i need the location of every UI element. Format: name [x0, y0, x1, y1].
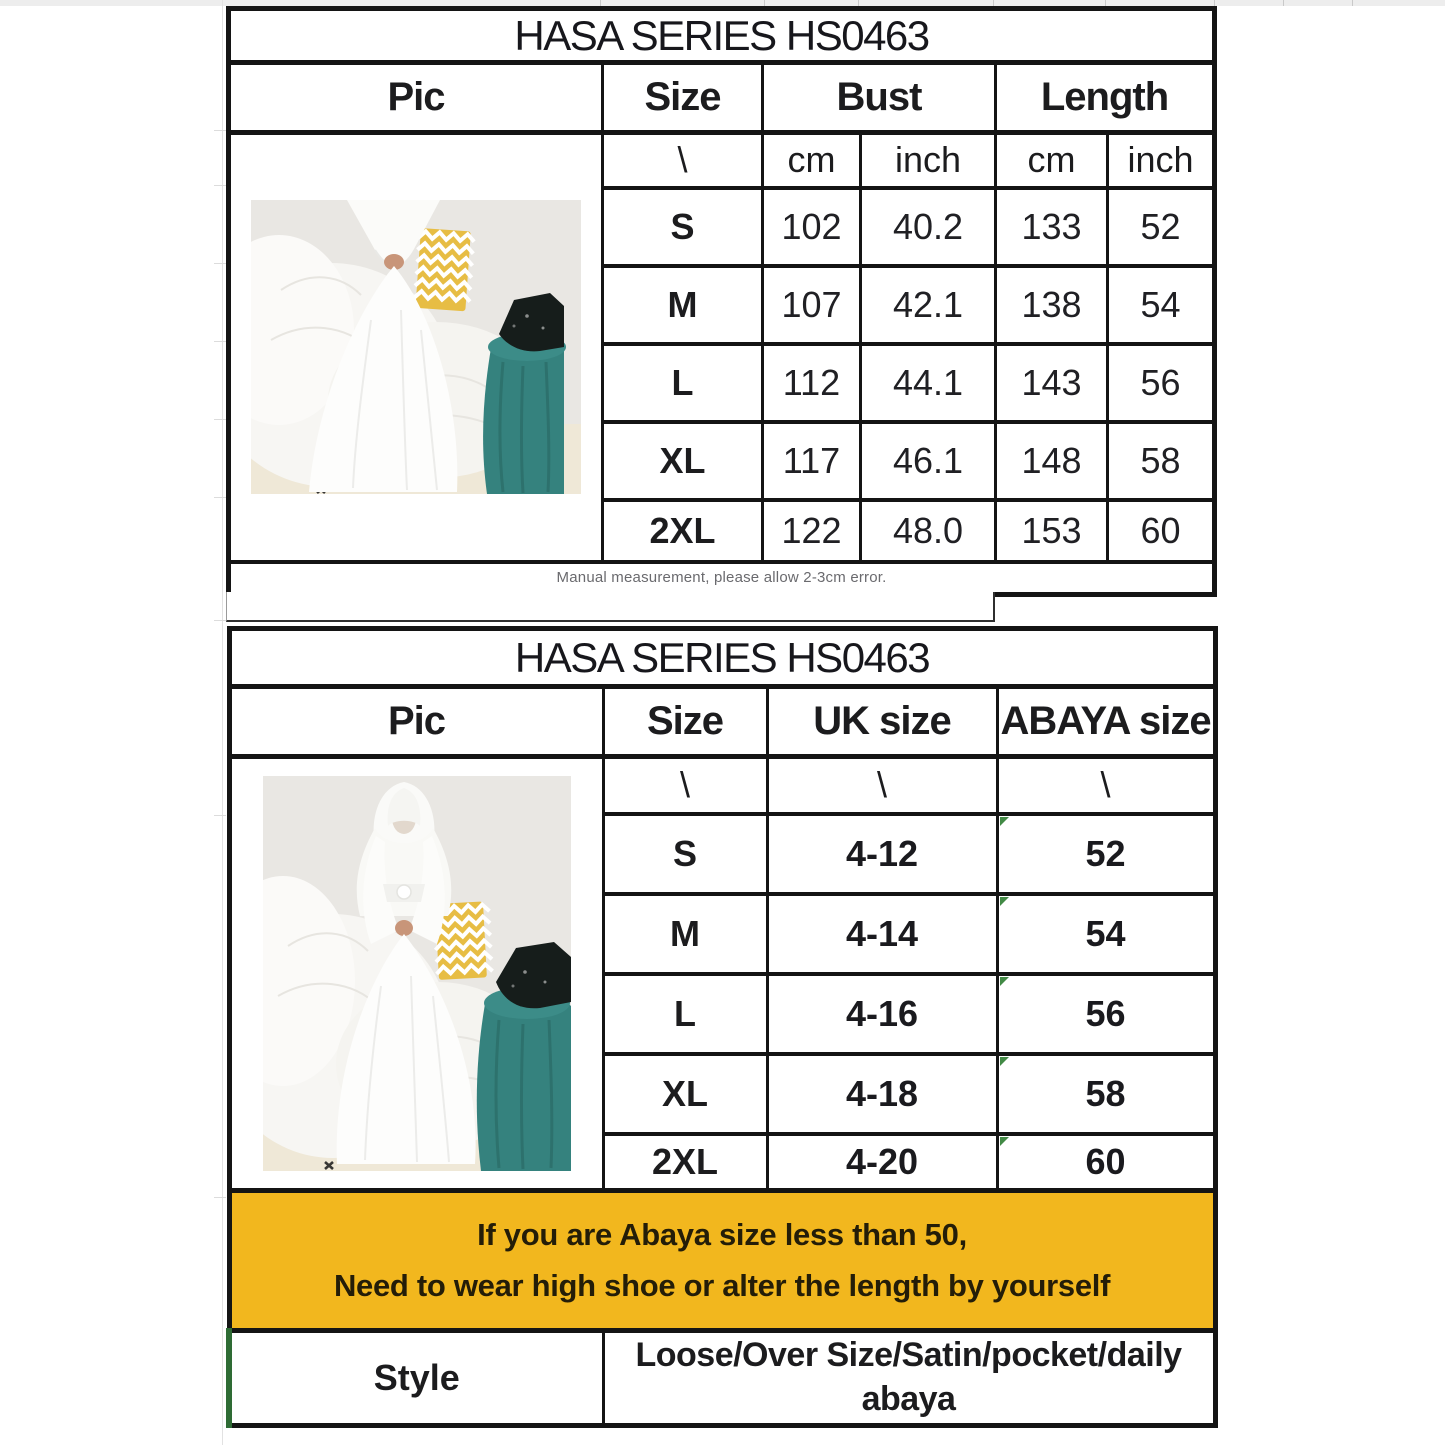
- t1-sub-length-inch: inch: [1108, 133, 1215, 188]
- t1-row-l-length-cm: 143: [996, 344, 1108, 422]
- t2-row-l-abaya-value: 56: [1085, 992, 1126, 1034]
- t1-row-xl-length-inch: 58: [1108, 422, 1215, 500]
- grid-row-tick: [214, 497, 226, 498]
- t1-sub-bust-inch: inch: [861, 133, 996, 188]
- grid-column-tick: [1352, 0, 1353, 6]
- t2-row-l-abaya: [997, 974, 1215, 1054]
- t1-row-2xl-bust-cm: 122: [763, 500, 861, 562]
- t1-row-l-size: L: [603, 344, 763, 422]
- table1-header-pic: Pic: [229, 63, 603, 133]
- table1-header-bust: Bust: [763, 63, 996, 133]
- excel-error-marker-icon: [1000, 1137, 1009, 1146]
- measurement-note: Manual measurement, please allow 2-3cm error.: [229, 562, 1215, 595]
- t1-sub-length-cm: cm: [996, 133, 1108, 188]
- excel-error-marker-icon: [1000, 977, 1009, 986]
- t1-row-m-size: M: [603, 266, 763, 344]
- t1-row-s-bust-inch: 40.2: [861, 188, 996, 266]
- abaya-length-notice: [229, 1191, 1215, 1331]
- t1-row-xl-bust-cm: 117: [763, 422, 861, 500]
- t1-row-xl-length-cm: 148: [996, 422, 1108, 500]
- t1-sub-bust-cm: cm: [763, 133, 861, 188]
- empty-spreadsheet-row: [226, 592, 995, 622]
- table2-header-size: Size: [603, 687, 767, 757]
- t1-row-m-length-cm: 138: [996, 266, 1108, 344]
- excel-error-marker-icon: [1000, 817, 1009, 826]
- t2-row-xl-uk: 4-18: [767, 1054, 997, 1134]
- photo-teal-table: [483, 333, 566, 494]
- t2-row-m-abaya-value: 54: [1085, 912, 1126, 954]
- size-chart-uk-abaya: [226, 626, 1218, 1428]
- product-photo-cropped: [251, 200, 581, 494]
- t2-row-2xl-abaya: [997, 1134, 1215, 1191]
- t1-row-s-length-inch: 52: [1108, 188, 1215, 266]
- t1-row-m-length-inch: 54: [1108, 266, 1215, 344]
- grid-row-tick: [214, 130, 226, 131]
- table1-title: HASA SERIES HS0463: [229, 9, 1215, 63]
- photo-chevron-pillow: [413, 228, 474, 312]
- t1-row-m-bust-inch: 42.1: [861, 266, 996, 344]
- table1-photo-cell: [229, 133, 603, 562]
- table2-header-pic: Pic: [229, 687, 603, 757]
- t1-row-2xl-bust-inch: 48.0: [861, 500, 996, 562]
- t2-row-l-size: L: [603, 974, 767, 1054]
- t1-sub-size: \: [603, 133, 763, 188]
- t2-row-2xl-size: 2XL: [603, 1134, 767, 1191]
- table2-title: HASA SERIES HS0463: [229, 629, 1215, 687]
- t2-row-s-abaya-value: 52: [1085, 832, 1126, 874]
- t1-row-l-bust-inch: 44.1: [861, 344, 996, 422]
- t2-row-m-size: M: [603, 894, 767, 974]
- excel-error-marker-icon: [1000, 1057, 1009, 1066]
- photo-teal-table: [476, 987, 570, 1171]
- t1-row-xl-bust-inch: 46.1: [861, 422, 996, 500]
- t2-row-l-uk: 4-16: [767, 974, 997, 1054]
- t1-row-s-length-cm: 133: [996, 188, 1108, 266]
- t1-row-m-bust-cm: 107: [763, 266, 861, 344]
- table2-header-uk: UK size: [767, 687, 997, 757]
- t2-row-xl-abaya-value: 58: [1085, 1072, 1126, 1114]
- t2-row-m-abaya: [997, 894, 1215, 974]
- t2-sub-abaya: \: [997, 757, 1215, 814]
- size-chart-cm-inch: [226, 6, 1217, 597]
- t1-row-2xl-length-inch: 60: [1108, 500, 1215, 562]
- t2-sub-size: \: [603, 757, 767, 814]
- style-label: Style: [229, 1331, 603, 1426]
- t1-row-2xl-size: 2XL: [603, 500, 763, 562]
- t1-row-l-bust-cm: 112: [763, 344, 861, 422]
- grid-row-tick: [214, 185, 226, 186]
- t2-sub-uk: \: [767, 757, 997, 814]
- t1-row-l-length-inch: 56: [1108, 344, 1215, 422]
- product-photo-full-length: [263, 776, 571, 1171]
- t2-row-m-uk: 4-14: [767, 894, 997, 974]
- excel-error-marker-icon: [1000, 897, 1009, 906]
- grid-row-header-line: [222, 0, 223, 1445]
- notice-line-1: If you are Abaya size less than 50,: [477, 1217, 967, 1253]
- t1-row-xl-size: XL: [603, 422, 763, 500]
- t1-row-2xl-length-cm: 153: [996, 500, 1108, 562]
- t2-row-2xl-uk: 4-20: [767, 1134, 997, 1191]
- t1-row-s-size: S: [603, 188, 763, 266]
- t1-row-s-bust-cm: 102: [763, 188, 861, 266]
- table1-header-length: Length: [996, 63, 1215, 133]
- grid-row-tick: [214, 620, 226, 621]
- t2-row-2xl-abaya-value: 60: [1085, 1140, 1126, 1182]
- table1-header-size: Size: [603, 63, 763, 133]
- grid-row-tick: [214, 419, 226, 420]
- table2-photo-cell: [229, 757, 603, 1191]
- grid-row-tick: [214, 815, 226, 816]
- t2-row-s-abaya: [997, 814, 1215, 894]
- t2-row-s-uk: 4-12: [767, 814, 997, 894]
- t2-row-xl-abaya: [997, 1054, 1215, 1134]
- t2-row-xl-size: XL: [603, 1054, 767, 1134]
- table2-header-abaya: ABAYA size: [997, 687, 1215, 757]
- grid-row-tick: [214, 1197, 226, 1198]
- grid-row-tick: [214, 341, 226, 342]
- t2-row-s-size: S: [603, 814, 767, 894]
- notice-line-2: Need to wear high shoe or alter the length by yourself: [333, 1267, 1111, 1303]
- grid-row-tick: [214, 263, 226, 264]
- style-value: Loose/Over Size/Satin/pocket/daily abaya: [603, 1331, 1215, 1426]
- grid-column-tick: [1283, 0, 1284, 6]
